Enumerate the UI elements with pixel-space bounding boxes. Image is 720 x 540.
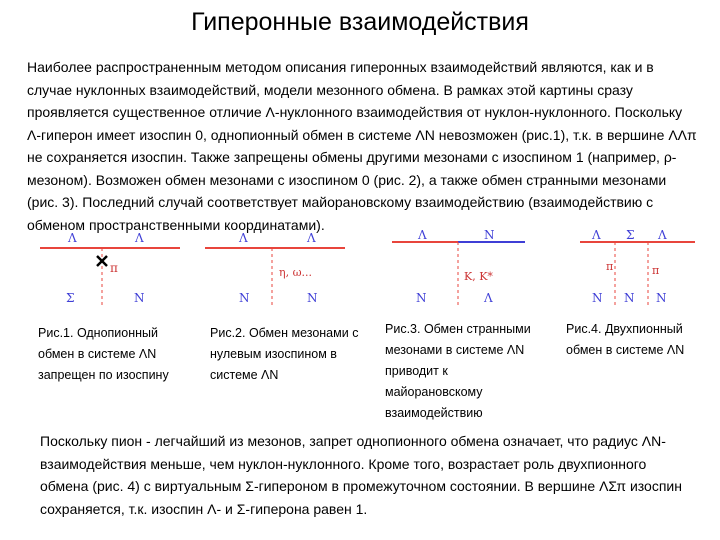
fig1-bottom-right-label: N [134, 291, 145, 305]
intro-paragraph: Наиболее распространенным методом описания гиперонных взаимодействий являются, как и в случае нуклонных взаимодействий, модели мезонного обмена. В рамках этой картины сразу проявляется существенное отличие Λ-нуклонного взаимодействия от нуклон-нуклонного. Поскольку Λ-гиперон имеет изоспин 0, однопионный обмен в системе ΛN невозможен (рис.1), т.к. в вершине ΛΛπ не сохраняется изоспин. Также запрещены обмены другими мезонами с изоспином 1 (например, ρ-мезоном). Возможен обмен мезонами с изоспином 0 (рис. 2), а также обмен странными мезонами (рис. 3). Последний случай соответствует майорановскому взаимодействию (взаимодействию с обменом пространственными координатами). [27, 59, 697, 233]
fig3-top-right-label: N [484, 228, 495, 242]
figure-1-diagram [30, 228, 190, 318]
fig2-bottom-left-label: N [239, 291, 250, 305]
fig4-bottom-mid-label: N [624, 291, 635, 305]
fig4-bottom-right-label: N [656, 291, 667, 305]
figure-1-caption: Рис.1. Однопионный обмен в системе ΛN запрещен по изоспину [38, 326, 169, 382]
cross-icon [97, 256, 107, 266]
figure-2-diagram [205, 228, 365, 318]
fig3-bottom-right-label: Λ [484, 291, 493, 305]
fig1-top-right-label: Λ [135, 231, 144, 245]
fig3-top-left-label: Λ [418, 228, 427, 242]
outro-paragraph: Поскольку пион - легчайший из мезонов, запрет однопионного обмена означает, что радиус ΛN-взаимодействия меньше, чем нуклон-нуклонного. Кроме того, возрастает роль двухпионного обмена (рис. 4) с виртуальным Σ-гипероном в промежуточном состоянии. В вершине ΛΣπ изоспин сохраняется, т.к. изоспин Λ- и Σ-гиперона равен 1. [40, 433, 682, 517]
fig4-top-mid-label: Σ [626, 228, 635, 242]
figure-3-caption: Рис.3. Обмен странными мезонами в системе ΛN приводит к майорановскому взаимодействию [385, 322, 531, 420]
fig2-exchange-label: η, ω... [279, 266, 313, 279]
fig3-exchange-label: K, K* [464, 270, 493, 283]
fig4-top-left-label: Λ [592, 228, 601, 242]
fig1-bottom-left-label: Σ [66, 291, 75, 305]
figure-4-diagram [560, 228, 720, 318]
fig2-bottom-right-label: N [307, 291, 318, 305]
fig4-top-right-label: Λ [658, 228, 667, 242]
figure-4-caption: Рис.4. Двухпионный обмен в системе ΛN [566, 322, 685, 357]
fig1-exchange-label: π [110, 261, 118, 275]
fig2-top-right-label: Λ [307, 231, 316, 245]
fig2-top-left-label: Λ [239, 231, 248, 245]
figure-3-diagram [390, 228, 550, 318]
fig1-top-left-label: Λ [68, 231, 77, 245]
fig4-exchange-left-label: π [606, 260, 614, 273]
slide-title: Гиперонные взаимодействия [191, 8, 529, 36]
figure-2-caption: Рис.2. Обмен мезонами с нулевым изоспином в системе ΛN [210, 326, 359, 382]
fig3-bottom-left-label: N [416, 291, 427, 305]
fig4-bottom-left-label: N [592, 291, 603, 305]
fig4-exchange-right-label: π [652, 264, 660, 277]
